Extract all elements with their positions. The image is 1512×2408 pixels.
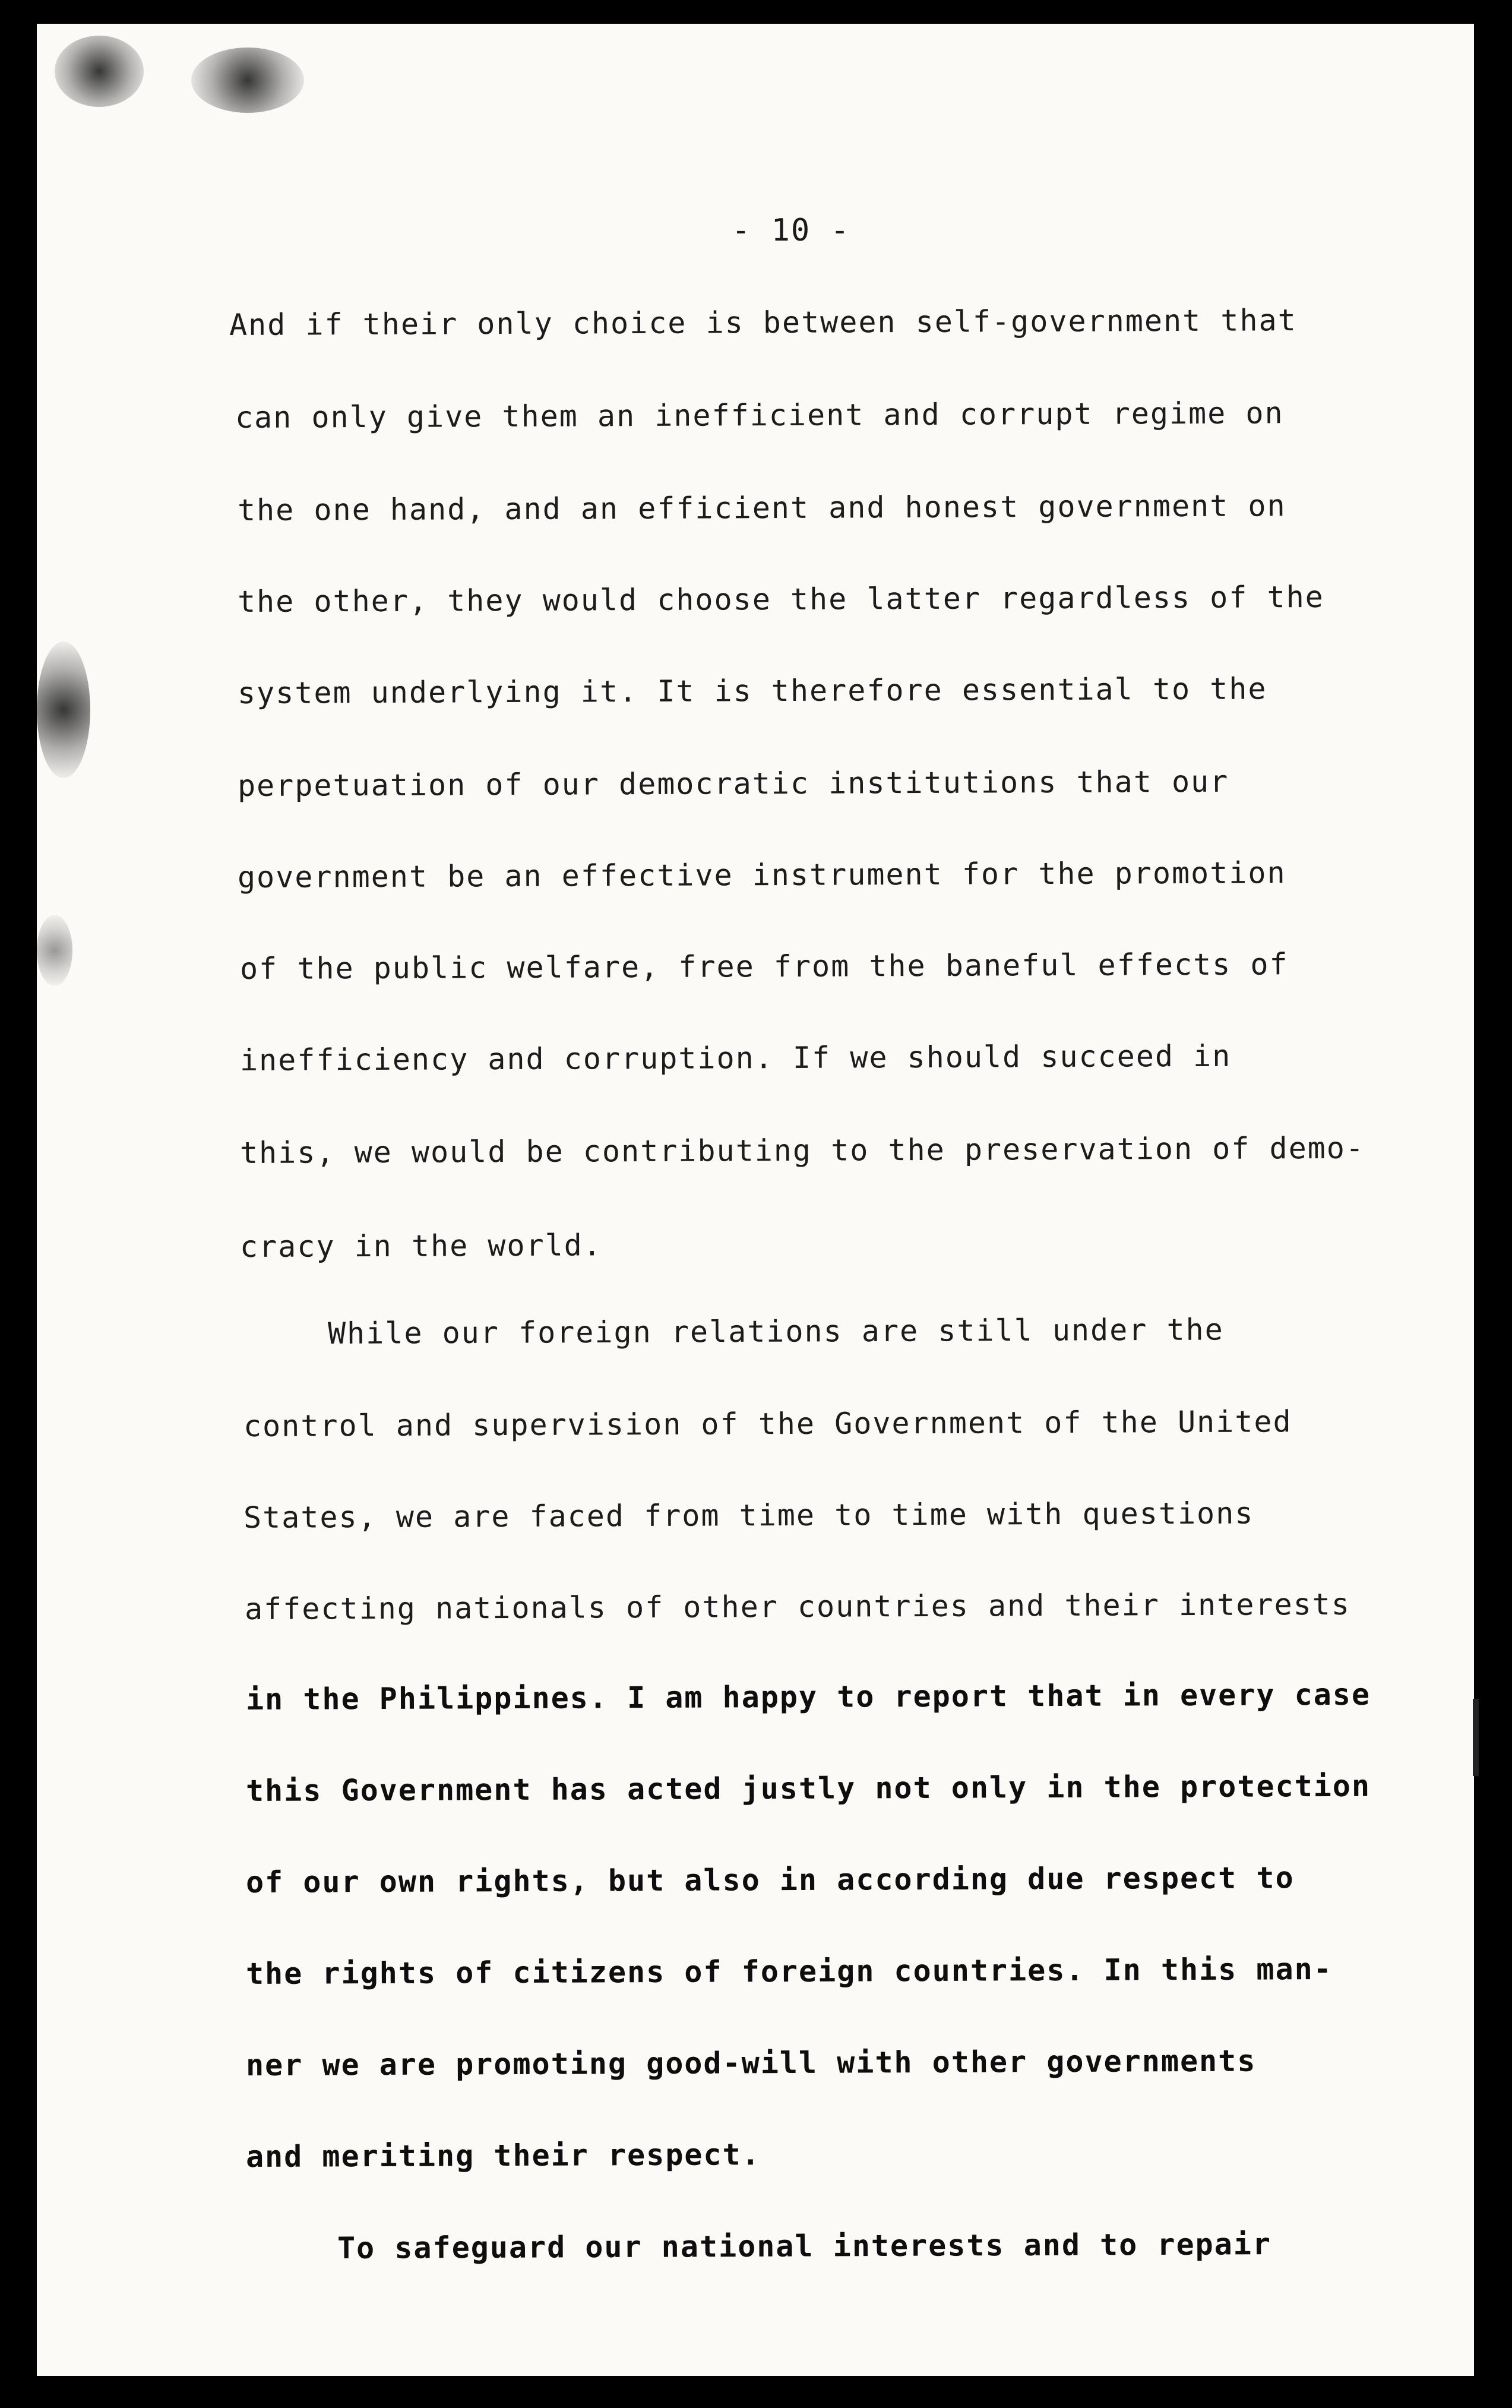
text-line: in the Philippines. I am happy to report that in every case bbox=[245, 1677, 1371, 1717]
text-line: the one hand, and an efficient and honest government on bbox=[237, 488, 1286, 527]
text-line: this, we would be contributing to the preservation of demo- bbox=[239, 1130, 1365, 1170]
text-line: the rights of citizens of foreign countries. In this man- bbox=[245, 1952, 1333, 1991]
ink-smudge bbox=[55, 36, 144, 107]
text-line: this Government has acted justly not only in the protection bbox=[245, 1768, 1371, 1808]
text-line: cracy in the world. bbox=[239, 1228, 603, 1264]
text-line: ner we are promoting good-will with other governments bbox=[245, 2043, 1257, 2082]
text-line: control and supervision of the Government of the United bbox=[243, 1404, 1292, 1443]
text-line: perpetuation of our democratic institutions that our bbox=[237, 764, 1229, 803]
ink-smudge bbox=[37, 641, 90, 778]
text-line: and meriting their respect. bbox=[245, 2137, 761, 2174]
text-line: of the public welfare, free from the baneful effects of bbox=[239, 947, 1289, 986]
text-line: affecting nationals of other countries and their interests bbox=[244, 1587, 1351, 1626]
ink-smudge bbox=[37, 915, 72, 986]
page-number: - 10 - bbox=[732, 213, 850, 248]
ink-smudge bbox=[191, 48, 304, 113]
text-line: can only give them an inefficient and corrupt regime on bbox=[235, 396, 1284, 435]
document-page bbox=[37, 24, 1474, 2376]
text-line: government be an effective instrument for the promotion bbox=[237, 855, 1286, 895]
text-line: States, we are faced from time to time with questions bbox=[243, 1496, 1254, 1535]
text-line: of our own rights, but also in according due respect to bbox=[245, 1860, 1295, 1900]
text-line: While our foreign relations are still under the bbox=[327, 1312, 1224, 1351]
text-line: the other, they would choose the latter regardless of the bbox=[237, 580, 1324, 619]
text-line: To safeguard our national interests and to repair bbox=[337, 2227, 1272, 2265]
text-line: system underlying it. It is therefore essential to the bbox=[237, 671, 1267, 710]
edge-mark bbox=[1473, 1699, 1479, 1776]
text-line: And if their only choice is between self-government that bbox=[229, 303, 1297, 342]
text-line: inefficiency and corruption. If we should succeed in bbox=[239, 1038, 1232, 1077]
